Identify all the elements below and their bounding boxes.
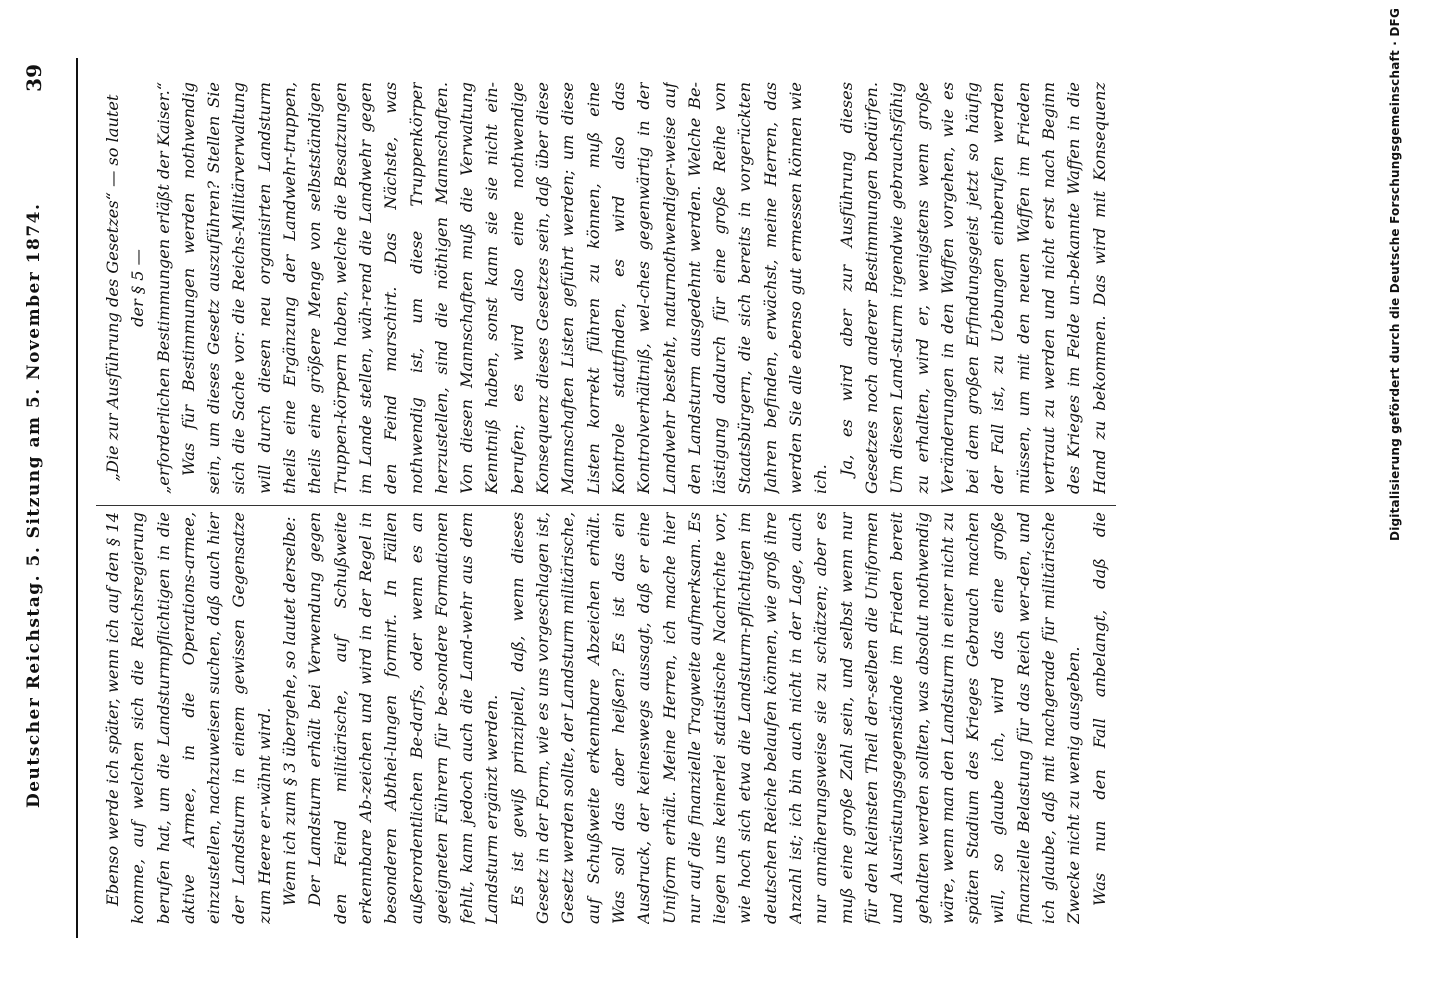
paragraph: Was für Bestimmungen werden nothwendig sein, um dieses Gesetz auszuführen? Stellen Sie sich die Sache vor: die Reichs-Militärverwaltung will durch diesen neu organisirten Landsturm theils eine Ergänzung der Landwehr-truppen, theils eine größere Menge von selbstständigen Truppen-körpern haben, welche die Besatzungen im Lande stellen, wäh-rend die Landwehr gegen den Feind marschirt. Das Nächste, was nothwendig ist, um diese Truppenkörper herzustellen, sind die nöthigen Mannschaften. Von diesen Mannschaften muß die Verwaltung Kenntniß haben, sonst kann sie sie nicht ein-berufen; es wird also eine nothwendige Konsequenz dieses Gesetzes sein, daß über diese Mannschaften Listen geführt werden; um diese Listen korrekt führen zu können, muß eine Kontrole stattfinden, es wird also das Kontrolverhältniß, wel-ches gegenwärtig in der Landwehr besteht, naturnothwendiger-weise auf den Landsturm ausgedehnt werden. Welche Be-lästigung dadurch für eine große Reihe von Staatsbürgern, die sich bereits in vorgerückten Jahren befinden, erwächst, meine Herren, das werden Sie alle ebenso gut ermessen können wie ich. <box>178 82 831 494</box>
paragraph: Wenn ich zum § 3 übergehe, so lautet derselbe: <box>280 516 300 906</box>
quote-heading: „Die zur Ausführung des Gesetzes“ — so lautet der § 5 — <box>103 94 148 482</box>
left-column <box>100 512 1110 924</box>
right-column <box>100 82 1110 494</box>
paragraph: Ja, es wird aber zur Ausführung dieses Gesetzes noch anderer Bestimmungen bedürfen. Um diesen Land-sturm irgendwie gebrauchsfähig zu erhalten, wird er, wenigstens wenn große Veränderungen in den Waffen vorgehen, wie es bei dem großen Erfindungsgeist jetzt so häufig der Fall ist, zu Uebungen einberufen werden müssen, um mit den neuen Waffen im Frieden vertraut zu werden und nicht erst nach Beginn des Krieges im Felde un-bekannte Waffen in die Hand zu bekommen. Das wird mit Konsequenz <box>836 82 1109 494</box>
paragraph: Es ist gewiß prinzipiell, daß, wenn dieses Gesetz in der Form, wie es uns vorgeschlagen ist, Gesetz werden sollte, der Landsturm militärische, auf Schußweite erkennbare Abzeichen erhält. Was soll das aber heißen? Es ist das ein Ausdruck, der keineswegs aussagt, daß er eine Uniform erhält. Meine Herren, ich mache hier nur auf die finanzielle Tragweite aufmerksam. Es liegen uns keinerlei statistische Nachrichte vor, wie hoch sich etwa die Landsturm-pflichtigen im deutschen Reiche belaufen können, wie groß ihre Anzahl ist; ich bin auch nicht in der Lage, auch nur annäherungsweise sie zu schätzen; aber es muß eine große Zahl sein, und selbst wenn nur für den kleinsten Theil der-selben die Uniformen und Ausrüstungsgegenstände im Frieden bereit gehalten werden sollten, was absolut nothwendig wäre, wenn man den Landsturm in einer nicht zu späten Stadium des Krieges Gebrauch machen will, so glaube ich, wird das eine große finanzielle Belastung für das Reich wer-den, und ich glaube, daß mit nachgerade für militärische Zwecke nicht zu wenig ausgeben. <box>507 512 1084 924</box>
page-header <box>8 58 78 938</box>
header-rule <box>76 58 78 938</box>
page-number: 39 <box>22 64 46 92</box>
quote-line: „erforderlichen Bestimmungen erläßt der Kaiser.“ <box>153 82 173 494</box>
digitization-note: Digitalisierung gefördert durch die Deutsche Forschungsgemeinschaft · DFG <box>1388 8 1402 541</box>
quote-paragraph: Der Landsturm erhält bei Verwendung gegen den Feind militärische, auf Schußweite erkennbare Ab-zeichen und wird in der Regel in besonderen Abthei-lungen formirt. In Fällen außerordentlichen Be-darfs, oder wenn es an geeigneten Führern für be-sondere Formationen fehlt, kann jedoch auch die Land-wehr aus dem Landsturm ergänzt werden. <box>305 512 502 924</box>
paragraph: Was nun den Fall anbelangt, daß die <box>1089 512 1109 906</box>
page-title: Deutscher Reichstag. 5. Sitzung am 5. November 1874. <box>24 202 44 808</box>
paragraph: Ebenso werde ich später, wenn ich auf den § 14 komme, auf welchen sich die Reichsregierung berufen hat, um die Landsturmpflichtigen in die aktive Armee, in die Operations-armee, einzustellen, nachzuweisen suchen, daß auch hier der Landsturm in einem gewissen Gegensatze zum Heere er-wähnt wird. <box>103 512 274 924</box>
column-divider <box>96 505 1116 506</box>
